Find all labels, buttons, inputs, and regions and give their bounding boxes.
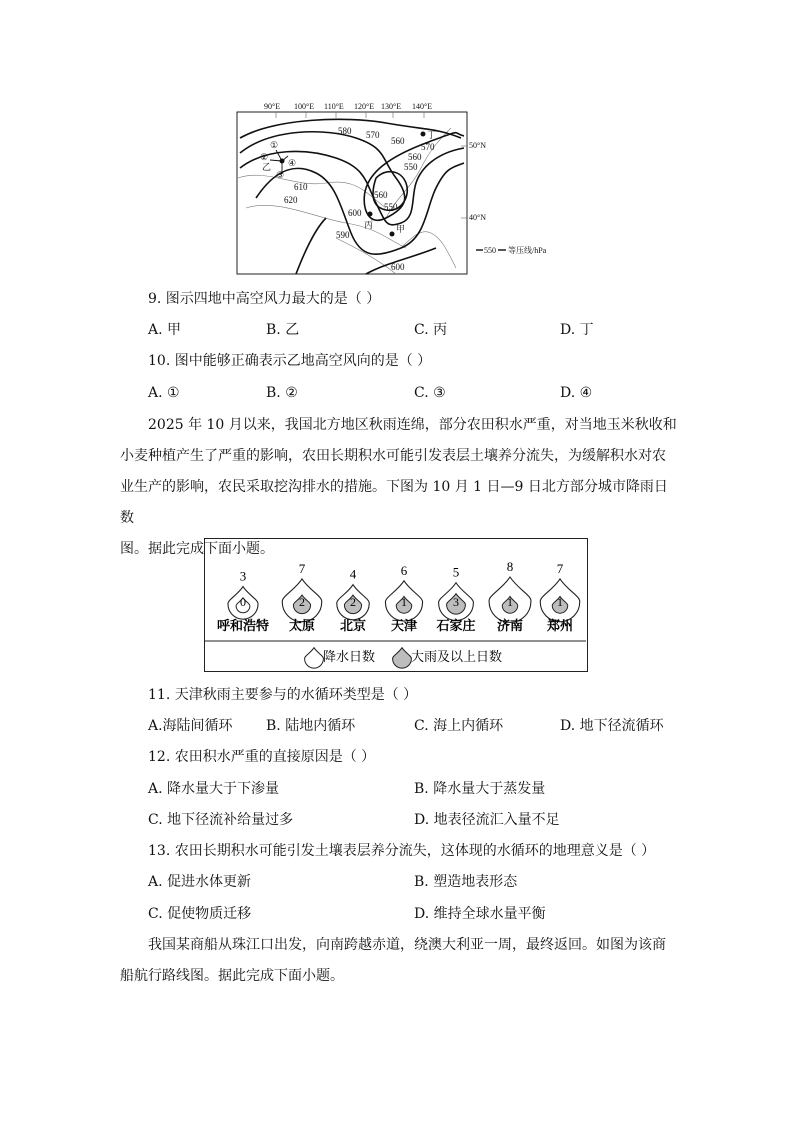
contour-label: 600 [391,262,405,272]
q10-option-b[interactable]: B. ② [266,385,298,401]
heavy-rain-days-value: 3 [453,595,459,609]
rain-days-value: 4 [349,566,357,582]
arrow-label: ④ [288,158,297,168]
q10-option-a[interactable]: A. ① [148,385,180,401]
lat-label: 50°N [469,141,486,150]
legend-text: 等压线/hPa [508,246,547,255]
lon-label: 120°E [354,102,375,111]
passage-2-line: 我国某商船从珠江口出发，向南跨越赤道，绕澳大利亚一周，最终返回。如图为该商 [148,937,666,953]
rain-days-value: 7 [556,560,564,576]
arrow-label: ② [260,152,269,162]
contour-label: 570 [366,130,380,140]
q13-option-b[interactable]: B. 塑造地表形态 [414,874,518,890]
rain-days-value: 3 [239,568,247,584]
contour-label: 560 [408,152,422,162]
rain-days-value: 8 [506,559,514,574]
legend-rain-drop-icon [305,648,324,668]
heavy-rain-days-value: 2 [350,595,356,609]
q12-option-c[interactable]: C. 地下径流补给量过多 [148,812,294,828]
question-12-stem: 12. 农田积水严重的直接原因是（ ） [148,749,376,765]
question-13-stem: 13. 农田长期积水可能引发土壤表层养分流失，这体现的水循环的地理意义是（ ） [148,843,656,859]
question-9-stem: 9. 图示四地中高空风力最大的是（ ） [148,291,381,307]
city-label: 石家庄 [436,619,476,634]
lat-label: 40°N [469,213,486,222]
heavy-rain-days-value: 1 [507,595,513,609]
rain-days-figure [204,538,588,672]
passage-1-line: 2025 年 10 月以来，我国北方地区秋雨连绵，部分农田积水严重，对当地玉米秋收和 [148,417,677,433]
place-bing: 丙 [364,220,374,230]
heavy-rain-days-value: 1 [401,595,407,609]
contour-label: 620 [284,195,298,205]
q12-option-a[interactable]: A. 降水量大于下渗量 [148,781,280,797]
q10-option-d[interactable]: D. ④ [560,385,593,401]
q9-option-b[interactable]: B. 乙 [266,322,300,338]
rain-days-value: 5 [452,564,460,580]
q13-option-c[interactable]: C. 促使物质迁移 [148,906,252,922]
isobar-map [236,98,567,276]
passage-2 [120,930,678,992]
rain-days-value: 7 [298,560,306,576]
city-label: 天津 [390,619,418,634]
q9-option-a[interactable]: A. 甲 [148,322,182,338]
arrow-label: ① [270,140,279,150]
legend-rain-days: 降水日数 [323,650,376,665]
rain-days-value: 6 [400,562,408,578]
city-label: 呼和浩特 [216,619,270,634]
heavy-rain-days-value: 0 [240,595,246,609]
q9-option-c[interactable]: C. 丙 [414,322,448,338]
rain-days-chart [205,539,586,670]
contour-label: 570 [421,142,435,152]
lon-label: 90°E [264,102,281,111]
place-jia: 甲 [396,224,406,234]
contour-label: 550 [384,202,398,212]
legend-heavy-rain-icon [393,648,412,668]
lon-label: 100°E [294,102,315,111]
legend-value: 550 [484,246,496,255]
q13-option-d[interactable]: D. 维持全球水量平衡 [414,906,546,922]
passage-2-line: 船航行路线图。据此完成下面小题。 [120,968,344,984]
passage-1-line: 图。据此完成下面小题。 [120,541,274,557]
contour-label: 550 [404,162,418,172]
q11-option-a[interactable]: A.海陆间循环 [148,718,233,734]
city-label: 郑州 [546,619,574,634]
q9-option-d[interactable]: D. 丁 [560,322,594,338]
city-label: 济南 [496,619,524,634]
passage-1-line: 小麦种植产生了严重的影响，农田长期积水可能引发表层土壤养分流失，为缓解积水对农 [120,448,666,464]
lon-label: 130°E [381,102,402,111]
q13-option-a[interactable]: A. 促进水体更新 [148,874,252,890]
contour-label: 580 [338,126,352,136]
place-ding: 丁 [427,130,437,140]
contour-label: 560 [391,136,405,146]
heavy-rain-days-value: 1 [557,595,563,609]
lon-label: 110°E [324,102,344,111]
contour-label: 590 [336,230,350,240]
legend-heavy-rain-days: 大雨及以上日数 [411,650,503,665]
passage-1-line: 业生产的影响，农民采取挖沟排水的措施。下图为 10 月 1 日—9 日北方部分城市降雨日数 [120,479,668,526]
q11-option-c[interactable]: C. 海上内循环 [414,718,504,734]
question-11-stem: 11. 天津秋雨主要参与的水循环类型是（ ） [148,687,418,703]
q11-option-b[interactable]: B. 陆地内循环 [266,718,356,734]
contour-label: 600 [348,208,362,218]
q12-option-d[interactable]: D. 地表径流汇入量不足 [414,812,560,828]
contour-label: 560 [374,190,388,200]
q12-option-b[interactable]: B. 降水量大于蒸发量 [414,781,546,797]
q11-option-d[interactable]: D. 地下径流循环 [560,718,664,734]
heavy-rain-days-value: 2 [299,595,305,609]
place-yi: 乙 [262,162,272,172]
city-label: 太原 [288,619,316,634]
lon-label: 140°E [412,102,433,111]
q10-option-c[interactable]: C. ③ [414,385,446,401]
question-10-stem: 10. 图中能够正确表示乙地高空风向的是（ ） [148,353,432,369]
arrow-label: ③ [276,170,285,180]
city-label: 北京 [339,619,367,634]
contour-label: 610 [294,182,308,192]
